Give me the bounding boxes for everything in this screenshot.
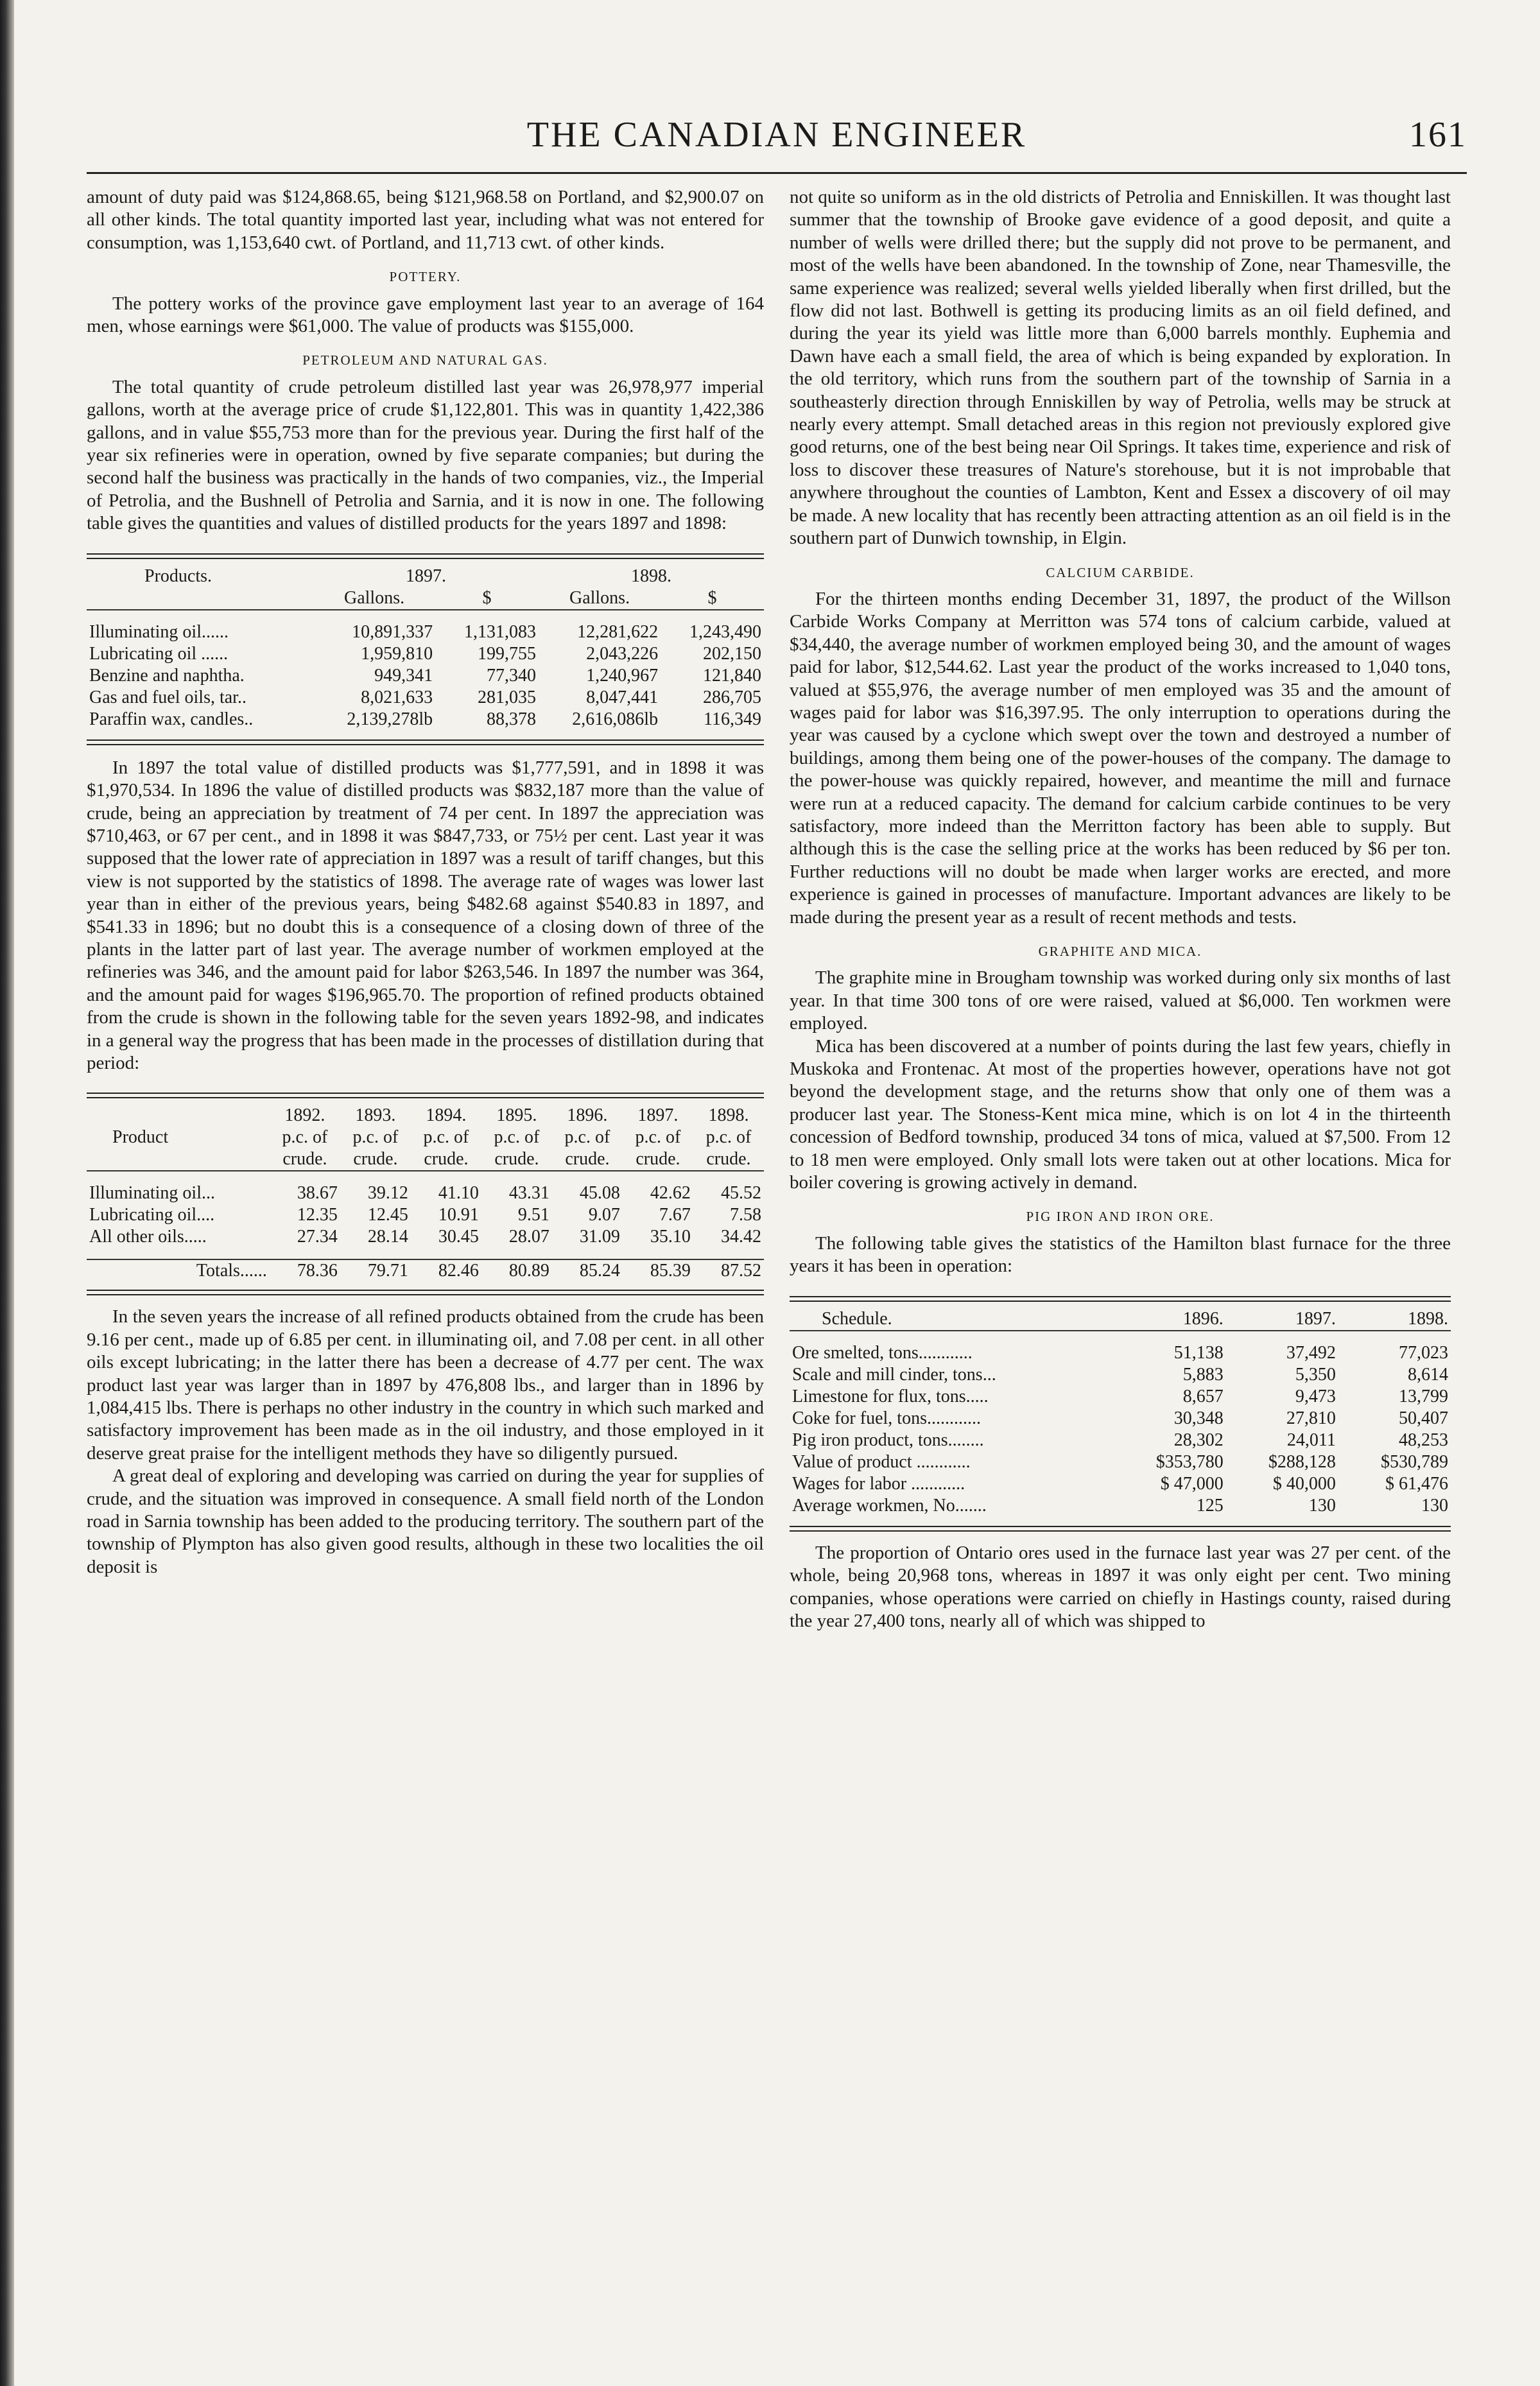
paragraph: In the seven years the increase of all refined products obtained from the crude has been 9.16 per cent., made up of 6.85 per cent. in illuminating oil, and 7.08 per cent. in all other oils except lubricating; in the latter there has been a decrease of 4.77 per cent. The wax product last year was larger than in 1897 by 476,808 lbs., and larger than in 1896 by 1,084,415 lbs. There is perhaps no other industry in the country in which such marked and satisfactory improvement has been made as in the oil industry, and those employed in it deserve great praise for the intelligent methods they have so diligently pursued. (87, 1306, 764, 1464)
table-cell: 9.07 (588, 1205, 620, 1225)
table-row (790, 1364, 1451, 1386)
paragraph: For the thirteen months ending December 31, 1897, the product of the Willson Carbide Works Company at Merritton was 574 tons of calcium carbide, valued at $34,440, the average number of workmen employed being 30, and the amount of wages paid for labor, $12,544.62. Last year the product of the works increased to 1,040 tons, valued at $55,976, the average number of men employed was 35 and the amount of wages paid for labor was $16,397.95. The only interruption to operations during the year was caused by a cyclone which swept over the town and destroyed a number of buildings, among them being one of the power-houses of the company. The damage to the power-house was quickly repaired, however, and meantime the mill and furnace were run at a reduced capacity. The demand for calcium carbide continues to be very satisfactory, more indeed than the Merritton factory has been able to supply. But although this is the case the selling price at the works has been reduced by $6 per ton. Further reductions will no doubt be made when larger works are erected, and more experience is gained in processes of manufacture. Important advances are likely to be made during the present year as a result of recent methods and tests. (790, 588, 1451, 928)
product-name: Illuminating oil... (89, 1183, 215, 1204)
table-cell: 85.24 (552, 1259, 623, 1282)
table-header-cell: Schedule. (790, 1308, 1114, 1331)
product-name: Lubricating oil ...... (89, 643, 229, 664)
table-cell: $ 40,000 (1272, 1473, 1336, 1494)
table-cell: 121,840 (703, 665, 761, 686)
paragraph: not quite so uniform as in the old districts of Petrolia and Enniskillen. It was thought last summer that the township of Brooke gave evidence of a good deposit, and quite a number of wells were drilled there; but the supply did not prove to be permanent, and most of the wells have been abandoned. In the township of Zone, near Thamesville, the same experience was realized; several wells yielded liberally when first drilled, but the flow did not last. Bothwell is getting its producing limits as an oil field defined, and during the year its yield was little more than 6,000 barrels monthly. Euphemia and Dawn have each a small field, the area of which is being expanded by exploration. In the old territory, which runs from the southern part of the township of Sarnia in a southeasterly direction through Enniskillen by way of Petrolia, wells may be struck at nearly every attempt. Small detached areas in this region not previously explored give good returns, one of the best being near Oil Springs. It takes time, experience and risk of loss to discover these treasures of Nature's storehouse, but it is not improbable that anywhere throughout the counties of Lambton, Kent and Essex a discovery of oil may be made. A new locality that has recently been attracting attention as an oil field is in the southern part of Dunwich township, in Elgin. (790, 187, 1451, 549)
table-cell: 78.36 (270, 1259, 340, 1282)
product-name: All other oils..... (89, 1227, 207, 1247)
table-cell: 51,138 (1173, 1342, 1224, 1363)
schedule-name: Wages for labor ............ (792, 1473, 965, 1494)
table-header-cell: 1898. (630, 566, 671, 586)
table-cell: 28,302 (1173, 1430, 1224, 1450)
table-cell: $353,780 (1155, 1451, 1224, 1472)
table-cell: 77,023 (1399, 1342, 1448, 1363)
table-cell: 1,240,967 (586, 665, 659, 686)
paragraph: Mica has been discovered at a number of points during the last few years, chiefly in Muskoka and Frontenac. At most of the properties however, operations have not got beyond the development stage, and the returns show that only one of them was a producer last year. The Stoness-Kent mica mine, which is on lot 4 in the thirteenth concession of Bedford township, produced 34 tons of mica, valued at $7,500. From 12 to 18 men were employed. Only small lots were taken out at other locations. Mica for boiler covering is growing actively in demand. (790, 1035, 1451, 1193)
table-header-cell: crude. (481, 1148, 552, 1171)
table-cell: 130 (1308, 1495, 1336, 1516)
left-column (87, 186, 764, 1578)
right-column (790, 186, 1451, 1632)
table-header-cell: p.c. of (564, 1127, 610, 1148)
table-cell: 31.09 (579, 1227, 620, 1247)
scan-edge (0, 0, 14, 2386)
table-cell: 130 (1421, 1495, 1448, 1516)
table-rule (790, 1296, 1451, 1302)
table-cell: 50,407 (1399, 1408, 1448, 1428)
table-header-cell: p.c. of (282, 1127, 328, 1148)
table-cell: 41.10 (438, 1183, 479, 1204)
paragraph: The proportion of Ontario ores used in the furnace last year was 27 per cent. of the whole, being 20,968 tons, whereas in 1897 it was only eight per cent. Two mining companies, whose operations were carried on chiefly in Hastings county, raised during the year 27,400 tons, nearly all of which was shipped to (790, 1542, 1451, 1631)
schedule-name: Scale and mill cinder, tons... (792, 1364, 996, 1385)
distilled-products-table (87, 566, 764, 730)
table-row (790, 1451, 1451, 1473)
table-cell: 199,755 (477, 643, 536, 664)
table-cell: 7.67 (659, 1205, 691, 1225)
table-cell: 2,139,278lb (347, 709, 433, 729)
table-row (87, 687, 764, 709)
table-rule (790, 1526, 1451, 1532)
schedule-name: Coke for fuel, tons............ (792, 1408, 981, 1428)
table-cell: 9,473 (1295, 1386, 1336, 1406)
table-row (87, 1204, 764, 1226)
table-header-cell: crude. (270, 1148, 340, 1171)
table-row (87, 709, 764, 730)
table-cell: 281,035 (477, 687, 536, 707)
table-cell: 42.62 (650, 1183, 691, 1204)
table-cell: 13,799 (1399, 1386, 1448, 1406)
table-cell: 1,131,083 (463, 621, 536, 642)
schedule-name: Pig iron product, tons........ (792, 1430, 984, 1450)
table-header-cell: 1897. (405, 566, 446, 586)
table-cell: 8,614 (1408, 1364, 1448, 1385)
table-cell: 34.42 (721, 1227, 761, 1247)
table-row (790, 1408, 1451, 1430)
product-name: Benzine and naphtha. (89, 665, 245, 686)
table-header-cell: Products. (144, 566, 212, 586)
table-header-cell: crude. (552, 1148, 623, 1171)
table-header-cell: 1897. (637, 1105, 679, 1126)
table-cell: 45.08 (579, 1183, 620, 1204)
table-row (790, 1342, 1451, 1364)
table-cell: 88,378 (486, 709, 536, 729)
table-cell: 8,021,633 (361, 687, 433, 707)
table-cell: 116,349 (704, 709, 761, 729)
table-cell: 38.67 (297, 1183, 338, 1204)
table-cell: 35.10 (650, 1227, 691, 1247)
table-rule (87, 1093, 764, 1098)
table-cell: 286,705 (703, 687, 761, 707)
table-cell: 1,959,810 (361, 643, 433, 664)
table-cell: 8,657 (1182, 1386, 1224, 1406)
product-name: Paraffin wax, candles.. (89, 709, 254, 729)
schedule-name: Value of product ............ (792, 1451, 971, 1472)
table-cell: 79.71 (340, 1259, 411, 1282)
table-row (790, 1495, 1451, 1517)
table-header-cell: $ (435, 587, 539, 610)
table-cell: 5,883 (1182, 1364, 1224, 1385)
table-header-cell: crude. (623, 1148, 693, 1171)
paragraph: In 1897 the total value of distilled products was $1,777,591, and in 1898 it was $1,970,534. In 1896 the value of distilled products was $832,187 more than the value of crude, being an appreciation by treatment of 74 per cent. In 1897 the appreciation was $710,463, or 67 per cent., and in 1898 it was $847,733, or 75½ per cent. Last year it was supposed that the lower rate of appreciation in 1897 was a result of tariff changes, but this view is not supported by the statistics of 1898. The average rate of wages was lower last year than in either of the previous years, being $482.68 against $540.83 in 1897, and $541.33 in 1896; but no doubt this is a consequence of a closing down of three of the plants in the latter part of last year. The average number of workmen employed at the refineries was 346, and the amount paid for labor $263,546. In 1897 the number was 364, and the amount paid for wages $196,965.70. The proportion of refined products obtained from the crude is shown in the following table for the seven years 1892-98, and indicates in a general way the progress that has been made in the processes of distillation during that period: (87, 757, 764, 1073)
table-header-cell: $ (661, 587, 764, 610)
paragraph: The following table gives the statistics of the Hamilton blast furnace for the three years it has been in operation: (790, 1232, 1451, 1277)
table-cell: 27,810 (1286, 1408, 1336, 1428)
table-cell: 5,350 (1295, 1364, 1336, 1385)
table-header-cell: 1898. (1338, 1308, 1451, 1331)
table-cell: $ 61,476 (1385, 1473, 1448, 1494)
table-cell: 10.91 (438, 1205, 479, 1225)
table-cell: 10,891,337 (352, 621, 433, 642)
table-cell: 82.46 (411, 1259, 481, 1282)
table-header-cell: 1897. (1226, 1308, 1338, 1331)
table-row (87, 665, 764, 687)
table-rule (87, 553, 764, 559)
table-cell: 37,492 (1286, 1342, 1336, 1363)
table-cell: 87.52 (693, 1259, 764, 1282)
table-cell: 28.14 (367, 1227, 408, 1247)
table-cell: $288,128 (1268, 1451, 1336, 1472)
table-cell: 7.58 (730, 1205, 761, 1225)
schedule-name: Ore smelted, tons............ (792, 1342, 973, 1363)
table-cell: 125 (1196, 1495, 1224, 1516)
table-cell: 12.35 (297, 1205, 338, 1225)
total-label: Totals...... (87, 1259, 270, 1282)
table-cell: 12,281,622 (577, 621, 659, 642)
table-header-cell: p.c. of (705, 1127, 752, 1148)
page-header (87, 114, 1467, 174)
table-cell: 949,341 (374, 665, 433, 686)
table-row (87, 621, 764, 643)
table-header-cell: Product (112, 1127, 169, 1148)
table-row (790, 1386, 1451, 1408)
table-cell: 202,150 (703, 643, 761, 664)
table-row (790, 1473, 1451, 1495)
table-header-cell: crude. (693, 1148, 764, 1171)
table-cell: 1,243,490 (689, 621, 761, 642)
table-header-cell: 1893. (355, 1105, 396, 1126)
table-cell: 28.07 (508, 1227, 549, 1247)
product-name: Lubricating oil.... (89, 1205, 215, 1225)
paragraph: The graphite mine in Brougham township was worked during only six months of last year. In that time 300 tons of ore were raised, valued at $6,000. Ten workmen were employed. (790, 967, 1451, 1034)
table-header-cell: p.c. of (352, 1127, 399, 1148)
schedule-name: Limestone for flux, tons..... (792, 1386, 989, 1406)
table-cell: 30,348 (1173, 1408, 1224, 1428)
blast-furnace-table (790, 1308, 1451, 1517)
table-rule (87, 1290, 764, 1295)
table-header-cell: 1892. (284, 1105, 325, 1126)
paragraph: A great deal of exploring and developing was carried on during the year for supplies of crude, and the situation was improved in consequence. A small field north of the London road in Sarnia township has been added to the producing territory. The southern part of the township of Plympton has also given good results, although in these two localities the oil deposit is (87, 1465, 764, 1577)
paragraph: amount of duty paid was $124,868.65, being $121,968.58 on Portland, and $2,900.07 on all other kinds. The total quantity imported last year, including what was not entered for consumption, was 1,153,640 cwt. of Portland, and 11,713 cwt. of other kinds. (87, 187, 764, 253)
table-cell: 30.45 (438, 1227, 479, 1247)
table-cell: 48,253 (1399, 1430, 1448, 1450)
table-cell: 9.51 (517, 1205, 549, 1225)
table-cell: $530,789 (1381, 1451, 1448, 1472)
table-cell: 8,047,441 (586, 687, 659, 707)
table-cell: 27.34 (297, 1227, 338, 1247)
table-header-cell: 1894. (426, 1105, 467, 1126)
table-header-cell: Gallons. (539, 587, 661, 610)
table-row (87, 643, 764, 665)
schedule-name: Average workmen, No....... (792, 1495, 987, 1516)
table-cell: 2,043,226 (586, 643, 659, 664)
product-name: Illuminating oil...... (89, 621, 229, 642)
table-header-cell: p.c. of (423, 1127, 469, 1148)
table-header-cell: 1896. (567, 1105, 608, 1126)
table-cell: 45.52 (721, 1183, 761, 1204)
table-rule (87, 739, 764, 745)
section-heading: PETROLEUM AND NATURAL GAS. (302, 352, 548, 368)
table-header-cell: crude. (340, 1148, 411, 1171)
table-row (87, 1182, 764, 1204)
journal-title: THE CANADIAN ENGINEER (526, 115, 1027, 155)
table-cell: 85.39 (623, 1259, 693, 1282)
section-heading: PIG IRON AND IRON ORE. (1026, 1209, 1215, 1225)
table-header-cell: crude. (411, 1148, 481, 1171)
table-cell: 12.45 (367, 1205, 408, 1225)
table-row (87, 1226, 764, 1248)
section-heading: POTTERY. (389, 269, 462, 285)
section-heading: CALCIUM CARBIDE. (1046, 564, 1195, 580)
table-header-cell: Gallons. (313, 587, 435, 610)
table-header-cell: p.c. of (635, 1127, 681, 1148)
page-number: 161 (1409, 115, 1467, 155)
table-cell: $ 47,000 (1160, 1473, 1224, 1494)
refined-proportion-table (87, 1105, 764, 1282)
table-header-cell: 1895. (496, 1105, 537, 1126)
table-cell: 80.89 (481, 1259, 552, 1282)
table-cell: 2,616,086lb (572, 709, 659, 729)
section-heading: GRAPHITE AND MICA. (1038, 944, 1202, 959)
table-row (790, 1430, 1451, 1451)
table-cell: 39.12 (367, 1183, 408, 1204)
table-header-cell: p.c. of (494, 1127, 540, 1148)
paragraph: The pottery works of the province gave employment last year to an average of 164 men, whose earnings were $61,000. The value of products was $155,000. (87, 293, 764, 337)
table-header-cell: 1898. (708, 1105, 749, 1126)
table-cell: 77,340 (486, 665, 536, 686)
table-cell: 24,011 (1286, 1430, 1336, 1450)
table-header-cell: 1896. (1114, 1308, 1226, 1331)
paragraph: The total quantity of crude petroleum distilled last year was 26,978,977 imperial gallons, worth at the average price of crude $1,122,801. This was in quantity 1,422,386 gallons, and in value $55,753 more than for the previous year. During the first half of the year six refineries were in operation, owned by five separate companies; but during the second half the business was practically in the hands of two companies, viz., the Imperial of Petrolia, and the Bushnell of Petrolia and Sarnia, and it is now in one. The following table gives the quantities and values of distilled products for the years 1897 and 1898: (87, 376, 764, 534)
product-name: Gas and fuel oils, tar.. (89, 687, 247, 707)
table-cell: 43.31 (508, 1183, 549, 1204)
